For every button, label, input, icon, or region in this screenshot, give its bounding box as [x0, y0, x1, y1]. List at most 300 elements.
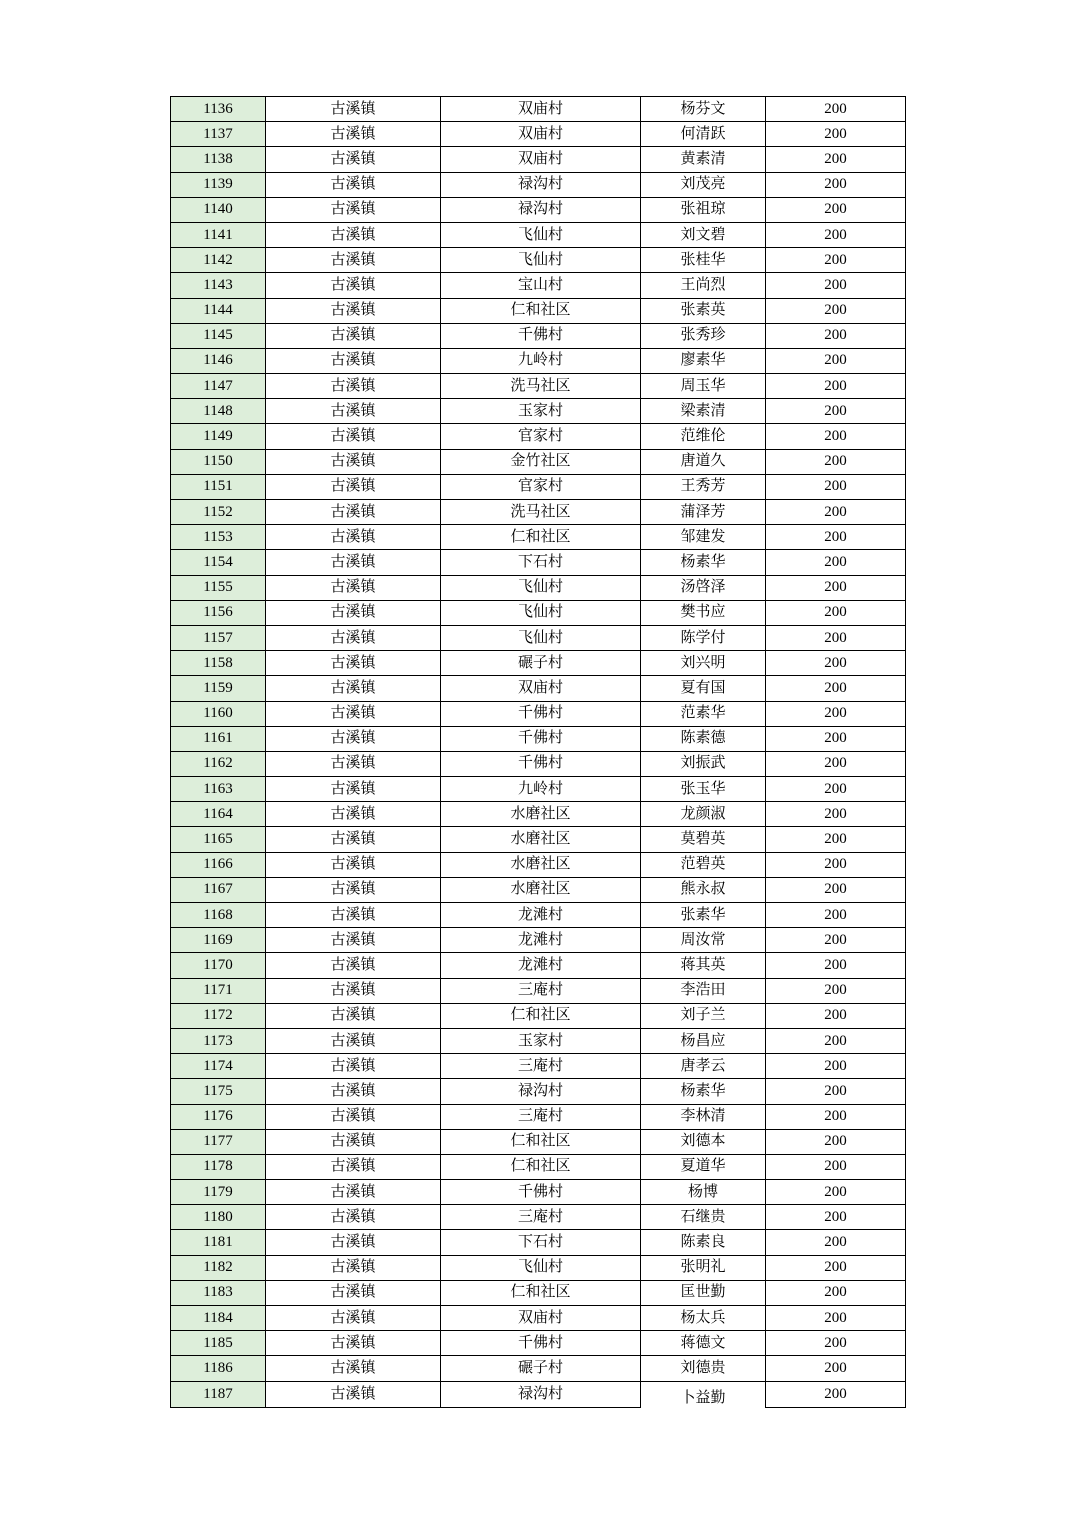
cell-name: 李林清	[641, 1104, 766, 1129]
cell-id: 1163	[171, 777, 266, 802]
cell-village: 九岭村	[441, 777, 641, 802]
cell-id: 1156	[171, 600, 266, 625]
cell-town: 古溪镇	[266, 953, 441, 978]
cell-village: 禄沟村	[441, 197, 641, 222]
table-row	[171, 1356, 906, 1381]
cell-id: 1150	[171, 449, 266, 474]
cell-village: 仁和社区	[441, 1129, 641, 1154]
cell-town: 古溪镇	[266, 374, 441, 399]
cell-village: 千佛村	[441, 323, 641, 348]
cell-town: 古溪镇	[266, 903, 441, 928]
cell-name: 汤啓泽	[641, 575, 766, 600]
table-row	[171, 676, 906, 701]
cell-id: 1186	[171, 1356, 266, 1381]
cell-town: 古溪镇	[266, 1028, 441, 1053]
table-row	[171, 827, 906, 852]
cell-village: 双庙村	[441, 122, 641, 147]
cell-village: 金竹社区	[441, 449, 641, 474]
table-row	[171, 802, 906, 827]
cell-name: 刘文碧	[641, 222, 766, 247]
cell-town: 古溪镇	[266, 550, 441, 575]
cell-village: 洗马社区	[441, 374, 641, 399]
cell-amount: 200	[766, 903, 906, 928]
table-row	[171, 122, 906, 147]
cell-name: 莫碧英	[641, 827, 766, 852]
cell-id: 1167	[171, 877, 266, 902]
cell-amount: 200	[766, 1154, 906, 1179]
cell-town: 古溪镇	[266, 399, 441, 424]
cell-village: 飞仙村	[441, 575, 641, 600]
cell-id: 1148	[171, 399, 266, 424]
table-row	[171, 1230, 906, 1255]
cell-name: 张秀珍	[641, 323, 766, 348]
cell-name: 夏道华	[641, 1154, 766, 1179]
cell-town: 古溪镇	[266, 1205, 441, 1230]
cell-name: 陈学付	[641, 625, 766, 650]
cell-amount: 200	[766, 953, 906, 978]
cell-village: 下石村	[441, 550, 641, 575]
cell-amount: 200	[766, 222, 906, 247]
cell-town: 古溪镇	[266, 97, 441, 122]
cell-village: 水磨社区	[441, 802, 641, 827]
cell-amount: 200	[766, 701, 906, 726]
cell-town: 古溪镇	[266, 928, 441, 953]
table-row	[171, 751, 906, 776]
cell-town: 古溪镇	[266, 323, 441, 348]
cell-name: 刘德本	[641, 1129, 766, 1154]
cell-id: 1177	[171, 1129, 266, 1154]
cell-id: 1136	[171, 97, 266, 122]
table-row	[171, 449, 906, 474]
table-row	[171, 1306, 906, 1331]
table-row	[171, 525, 906, 550]
cell-village: 飞仙村	[441, 222, 641, 247]
table-row	[171, 852, 906, 877]
roster-table	[170, 96, 906, 1408]
cell-town: 古溪镇	[266, 1356, 441, 1381]
cell-amount: 200	[766, 399, 906, 424]
cell-amount: 200	[766, 1356, 906, 1381]
table-row	[171, 575, 906, 600]
cell-village: 双庙村	[441, 147, 641, 172]
cell-id: 1183	[171, 1280, 266, 1305]
cell-amount: 200	[766, 676, 906, 701]
table-row	[171, 97, 906, 122]
cell-id: 1176	[171, 1104, 266, 1129]
cell-name: 范碧英	[641, 852, 766, 877]
table-row	[171, 726, 906, 751]
cell-amount: 200	[766, 97, 906, 122]
cell-town: 古溪镇	[266, 525, 441, 550]
cell-amount: 200	[766, 726, 906, 751]
cell-amount: 200	[766, 1230, 906, 1255]
table-row	[171, 1205, 906, 1230]
cell-amount: 200	[766, 273, 906, 298]
table-row	[171, 474, 906, 499]
table-row	[171, 1054, 906, 1079]
cell-amount: 200	[766, 298, 906, 323]
cell-name: 蒋德文	[641, 1331, 766, 1356]
cell-id: 1182	[171, 1255, 266, 1280]
cell-village: 官家村	[441, 424, 641, 449]
cell-town: 古溪镇	[266, 222, 441, 247]
cell-id: 1146	[171, 348, 266, 373]
cell-village: 碾子村	[441, 1356, 641, 1381]
cell-town: 古溪镇	[266, 273, 441, 298]
table-row	[171, 1280, 906, 1305]
cell-amount: 200	[766, 550, 906, 575]
cell-id: 1181	[171, 1230, 266, 1255]
cell-village: 水磨社区	[441, 852, 641, 877]
cell-id: 1172	[171, 1003, 266, 1028]
cell-town: 古溪镇	[266, 1154, 441, 1179]
cell-name: 张明礼	[641, 1255, 766, 1280]
cell-amount: 200	[766, 474, 906, 499]
cell-village: 水磨社区	[441, 827, 641, 852]
cell-amount: 200	[766, 1381, 906, 1408]
cell-town: 古溪镇	[266, 172, 441, 197]
cell-town: 古溪镇	[266, 1054, 441, 1079]
cell-village: 千佛村	[441, 1180, 641, 1205]
cell-id: 1149	[171, 424, 266, 449]
table-body	[171, 97, 906, 1408]
cell-village: 九岭村	[441, 348, 641, 373]
cell-name: 杨太兵	[641, 1306, 766, 1331]
cell-name: 杨芬文	[641, 97, 766, 122]
cell-id: 1175	[171, 1079, 266, 1104]
cell-name: 张素英	[641, 298, 766, 323]
cell-village: 千佛村	[441, 1331, 641, 1356]
cell-amount: 200	[766, 197, 906, 222]
cell-town: 古溪镇	[266, 1306, 441, 1331]
cell-amount: 200	[766, 802, 906, 827]
cell-name: 陈素德	[641, 726, 766, 751]
cell-amount: 200	[766, 122, 906, 147]
cell-id: 1187	[171, 1381, 266, 1408]
cell-amount: 200	[766, 877, 906, 902]
cell-town: 古溪镇	[266, 625, 441, 650]
cell-amount: 200	[766, 1255, 906, 1280]
cell-name: 杨素华	[641, 1079, 766, 1104]
cell-village: 仁和社区	[441, 1154, 641, 1179]
cell-name: 刘德贵	[641, 1356, 766, 1381]
cell-name: 卜益勤	[641, 1381, 766, 1408]
cell-town: 古溪镇	[266, 575, 441, 600]
cell-amount: 200	[766, 1331, 906, 1356]
cell-town: 古溪镇	[266, 1280, 441, 1305]
cell-amount: 200	[766, 172, 906, 197]
cell-name: 刘茂亮	[641, 172, 766, 197]
cell-town: 古溪镇	[266, 600, 441, 625]
cell-name: 范维伦	[641, 424, 766, 449]
cell-town: 古溪镇	[266, 298, 441, 323]
table-row	[171, 978, 906, 1003]
cell-name: 周汝常	[641, 928, 766, 953]
cell-village: 禄沟村	[441, 1079, 641, 1104]
cell-town: 古溪镇	[266, 676, 441, 701]
cell-name: 唐道久	[641, 449, 766, 474]
table-row	[171, 600, 906, 625]
cell-name: 王秀芳	[641, 474, 766, 499]
cell-id: 1137	[171, 122, 266, 147]
cell-id: 1139	[171, 172, 266, 197]
table-row	[171, 701, 906, 726]
cell-name: 梁素清	[641, 399, 766, 424]
cell-name: 刘兴明	[641, 651, 766, 676]
cell-id: 1147	[171, 374, 266, 399]
table-row	[171, 777, 906, 802]
cell-town: 古溪镇	[266, 1381, 441, 1408]
cell-amount: 200	[766, 500, 906, 525]
cell-name: 黄素清	[641, 147, 766, 172]
cell-name: 张祖琼	[641, 197, 766, 222]
table-row	[171, 651, 906, 676]
cell-amount: 200	[766, 575, 906, 600]
cell-id: 1154	[171, 550, 266, 575]
cell-amount: 200	[766, 625, 906, 650]
cell-town: 古溪镇	[266, 802, 441, 827]
cell-town: 古溪镇	[266, 449, 441, 474]
cell-name: 夏有国	[641, 676, 766, 701]
cell-id: 1152	[171, 500, 266, 525]
cell-id: 1159	[171, 676, 266, 701]
cell-name: 范素华	[641, 701, 766, 726]
cell-amount: 200	[766, 1180, 906, 1205]
table-row	[171, 1028, 906, 1053]
table-row	[171, 1154, 906, 1179]
cell-town: 古溪镇	[266, 500, 441, 525]
cell-name: 杨素华	[641, 550, 766, 575]
table-row	[171, 1104, 906, 1129]
cell-village: 三庵村	[441, 1104, 641, 1129]
cell-town: 古溪镇	[266, 248, 441, 273]
cell-amount: 200	[766, 827, 906, 852]
cell-name: 熊永叔	[641, 877, 766, 902]
cell-id: 1155	[171, 575, 266, 600]
cell-town: 古溪镇	[266, 651, 441, 676]
cell-amount: 200	[766, 1104, 906, 1129]
cell-name: 唐孝云	[641, 1054, 766, 1079]
cell-amount: 200	[766, 248, 906, 273]
cell-id: 1179	[171, 1180, 266, 1205]
cell-amount: 200	[766, 1003, 906, 1028]
cell-amount: 200	[766, 424, 906, 449]
cell-village: 碾子村	[441, 651, 641, 676]
table-row	[171, 877, 906, 902]
cell-village: 洗马社区	[441, 500, 641, 525]
cell-id: 1142	[171, 248, 266, 273]
cell-village: 官家村	[441, 474, 641, 499]
cell-id: 1160	[171, 701, 266, 726]
cell-id: 1162	[171, 751, 266, 776]
cell-id: 1185	[171, 1331, 266, 1356]
cell-id: 1180	[171, 1205, 266, 1230]
table-row	[171, 1079, 906, 1104]
cell-id: 1184	[171, 1306, 266, 1331]
table-row	[171, 550, 906, 575]
cell-town: 古溪镇	[266, 1331, 441, 1356]
cell-amount: 200	[766, 1079, 906, 1104]
cell-amount: 200	[766, 1205, 906, 1230]
table-row	[171, 1180, 906, 1205]
cell-town: 古溪镇	[266, 1003, 441, 1028]
cell-village: 千佛村	[441, 726, 641, 751]
cell-village: 玉家村	[441, 1028, 641, 1053]
cell-village: 双庙村	[441, 97, 641, 122]
cell-name: 杨博	[641, 1180, 766, 1205]
table-row	[171, 374, 906, 399]
cell-amount: 200	[766, 1129, 906, 1154]
cell-town: 古溪镇	[266, 424, 441, 449]
cell-village: 龙滩村	[441, 928, 641, 953]
cell-village: 三庵村	[441, 978, 641, 1003]
cell-amount: 200	[766, 751, 906, 776]
cell-town: 古溪镇	[266, 827, 441, 852]
table-row	[171, 928, 906, 953]
cell-village: 禄沟村	[441, 1381, 641, 1408]
cell-name: 廖素华	[641, 348, 766, 373]
table-row	[171, 399, 906, 424]
cell-amount: 200	[766, 1306, 906, 1331]
cell-amount: 200	[766, 1028, 906, 1053]
cell-amount: 200	[766, 147, 906, 172]
cell-town: 古溪镇	[266, 726, 441, 751]
cell-village: 玉家村	[441, 399, 641, 424]
cell-town: 古溪镇	[266, 474, 441, 499]
table-row	[171, 1003, 906, 1028]
cell-name: 龙颜淑	[641, 802, 766, 827]
cell-town: 古溪镇	[266, 777, 441, 802]
cell-village: 飞仙村	[441, 1255, 641, 1280]
table-row	[171, 953, 906, 978]
cell-id: 1145	[171, 323, 266, 348]
cell-village: 双庙村	[441, 676, 641, 701]
cell-amount: 200	[766, 525, 906, 550]
cell-amount: 200	[766, 1054, 906, 1079]
cell-id: 1144	[171, 298, 266, 323]
cell-town: 古溪镇	[266, 751, 441, 776]
table-row	[171, 323, 906, 348]
cell-town: 古溪镇	[266, 1129, 441, 1154]
cell-village: 龙滩村	[441, 903, 641, 928]
cell-amount: 200	[766, 651, 906, 676]
table-row	[171, 424, 906, 449]
cell-amount: 200	[766, 449, 906, 474]
table-row	[171, 273, 906, 298]
cell-town: 古溪镇	[266, 147, 441, 172]
cell-village: 禄沟村	[441, 172, 641, 197]
cell-id: 1157	[171, 625, 266, 650]
cell-village: 飞仙村	[441, 248, 641, 273]
table-row	[171, 1331, 906, 1356]
cell-village: 千佛村	[441, 751, 641, 776]
table-row	[171, 147, 906, 172]
table-row	[171, 500, 906, 525]
cell-village: 水磨社区	[441, 877, 641, 902]
cell-village: 仁和社区	[441, 1003, 641, 1028]
table-row	[171, 172, 906, 197]
cell-village: 飞仙村	[441, 600, 641, 625]
cell-town: 古溪镇	[266, 1104, 441, 1129]
cell-name: 何清跃	[641, 122, 766, 147]
cell-village: 双庙村	[441, 1306, 641, 1331]
cell-name: 杨昌应	[641, 1028, 766, 1053]
cell-name: 匡世勤	[641, 1280, 766, 1305]
cell-id: 1153	[171, 525, 266, 550]
cell-name: 陈素良	[641, 1230, 766, 1255]
cell-town: 古溪镇	[266, 348, 441, 373]
cell-name: 张玉华	[641, 777, 766, 802]
cell-amount: 200	[766, 1280, 906, 1305]
cell-id: 1169	[171, 928, 266, 953]
cell-id: 1174	[171, 1054, 266, 1079]
cell-name: 张桂华	[641, 248, 766, 273]
cell-village: 仁和社区	[441, 1280, 641, 1305]
table-row	[171, 348, 906, 373]
table-row	[171, 298, 906, 323]
cell-id: 1166	[171, 852, 266, 877]
cell-name: 石继贵	[641, 1205, 766, 1230]
cell-town: 古溪镇	[266, 122, 441, 147]
cell-id: 1151	[171, 474, 266, 499]
cell-id: 1141	[171, 222, 266, 247]
cell-village: 三庵村	[441, 1205, 641, 1230]
table-row	[171, 197, 906, 222]
cell-amount: 200	[766, 852, 906, 877]
cell-name: 张素华	[641, 903, 766, 928]
cell-town: 古溪镇	[266, 1255, 441, 1280]
cell-name: 刘振武	[641, 751, 766, 776]
cell-amount: 200	[766, 323, 906, 348]
cell-id: 1173	[171, 1028, 266, 1053]
cell-name: 李浩田	[641, 978, 766, 1003]
cell-town: 古溪镇	[266, 1180, 441, 1205]
cell-amount: 200	[766, 928, 906, 953]
cell-amount: 200	[766, 600, 906, 625]
table-row	[171, 222, 906, 247]
cell-id: 1171	[171, 978, 266, 1003]
cell-id: 1161	[171, 726, 266, 751]
cell-amount: 200	[766, 777, 906, 802]
cell-name: 邹建发	[641, 525, 766, 550]
cell-name: 周玉华	[641, 374, 766, 399]
cell-id: 1165	[171, 827, 266, 852]
cell-village: 飞仙村	[441, 625, 641, 650]
cell-id: 1140	[171, 197, 266, 222]
cell-town: 古溪镇	[266, 852, 441, 877]
cell-id: 1138	[171, 147, 266, 172]
table-row	[171, 1381, 906, 1408]
cell-amount: 200	[766, 374, 906, 399]
cell-id: 1168	[171, 903, 266, 928]
cell-amount: 200	[766, 978, 906, 1003]
table-row	[171, 248, 906, 273]
cell-amount: 200	[766, 348, 906, 373]
cell-name: 王尚烈	[641, 273, 766, 298]
cell-name: 蒲泽芳	[641, 500, 766, 525]
cell-id: 1143	[171, 273, 266, 298]
cell-name: 刘子兰	[641, 1003, 766, 1028]
cell-village: 仁和社区	[441, 525, 641, 550]
cell-id: 1178	[171, 1154, 266, 1179]
cell-village: 龙滩村	[441, 953, 641, 978]
cell-town: 古溪镇	[266, 877, 441, 902]
cell-village: 宝山村	[441, 273, 641, 298]
cell-id: 1158	[171, 651, 266, 676]
cell-name: 蒋其英	[641, 953, 766, 978]
cell-village: 三庵村	[441, 1054, 641, 1079]
cell-village: 千佛村	[441, 701, 641, 726]
